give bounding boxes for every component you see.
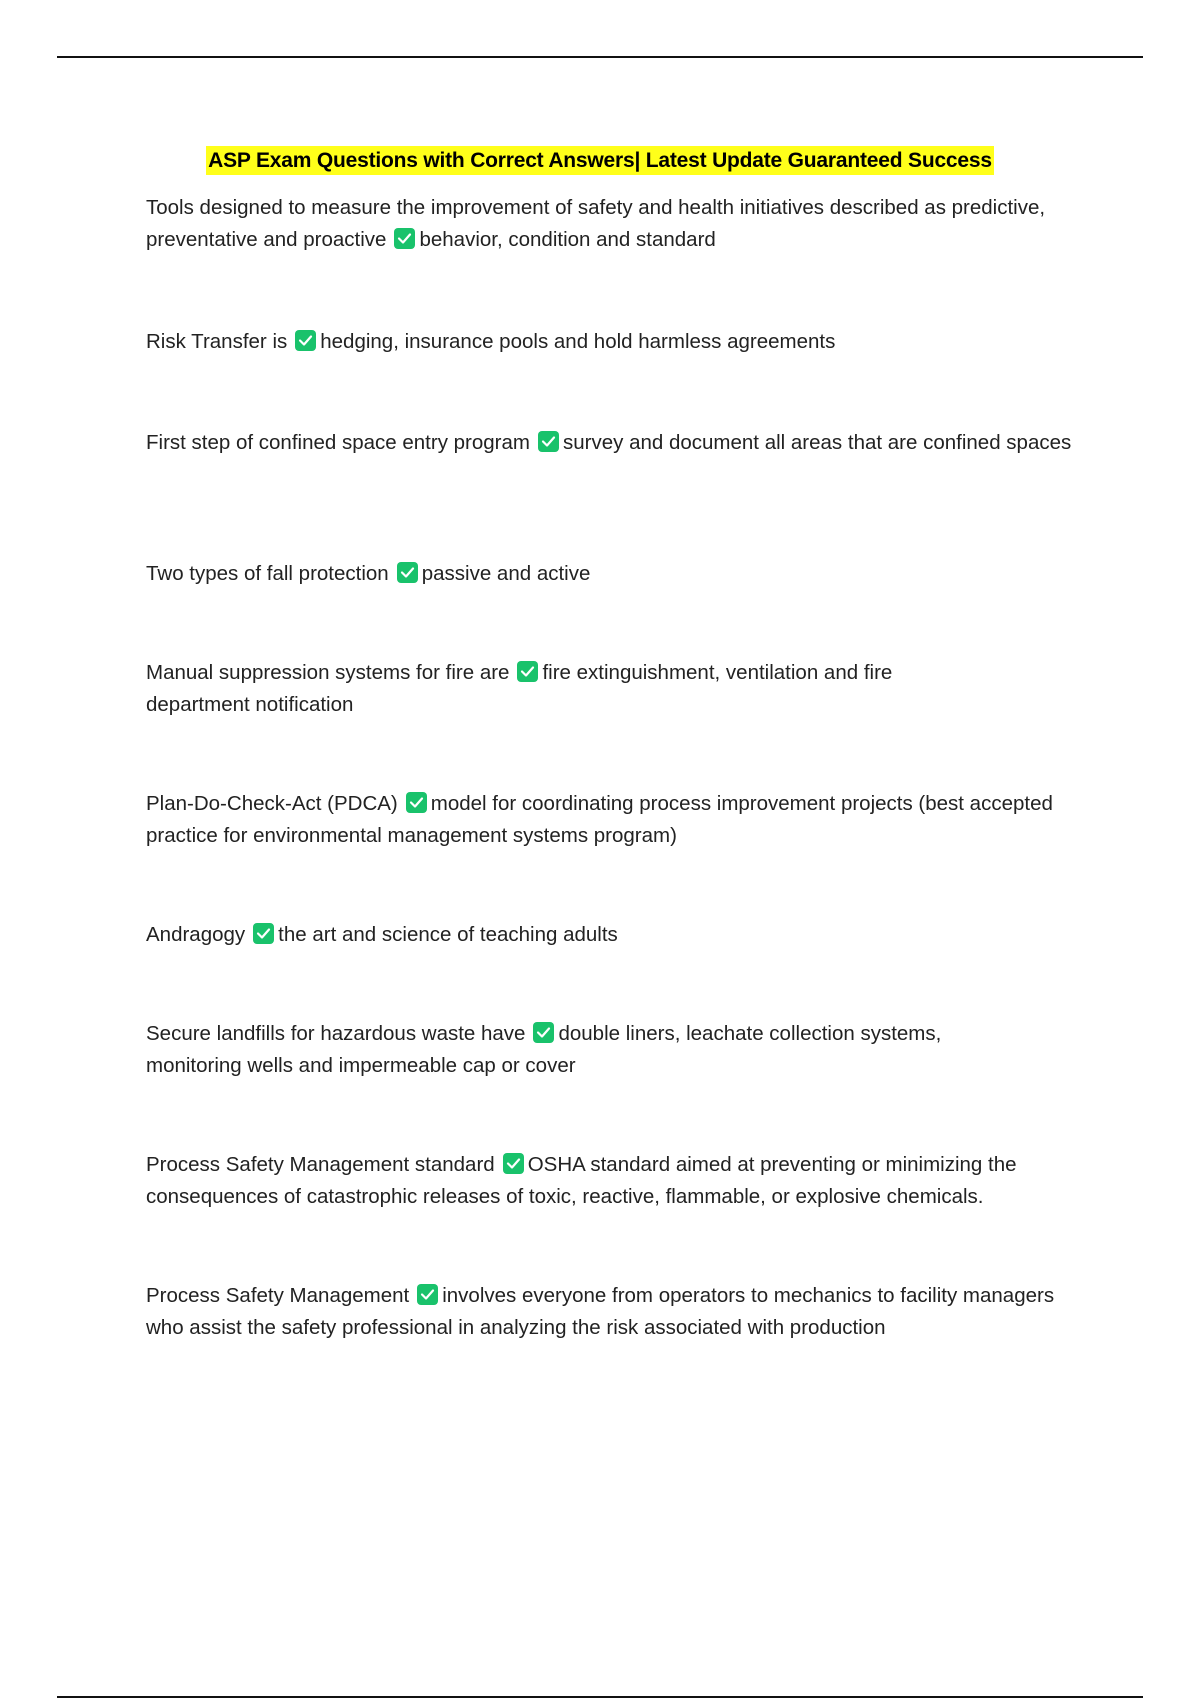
- qa-answer: OSHA standard aimed at preventing or minimizing the consequences of catastrophic releases of toxic, reactive, flammable, or explosive chemicals.: [146, 1153, 1017, 1208]
- qa-item: [146, 1280, 1066, 1344]
- check-square-icon: [394, 228, 415, 249]
- qa-item: [146, 788, 1056, 852]
- qa-question: Secure landfills for hazardous waste have: [146, 1022, 526, 1045]
- qa-item: [146, 427, 1096, 459]
- qa-question: Manual suppression systems for fire are: [146, 661, 510, 684]
- qa-answer: the art and science of teaching adults: [278, 923, 618, 946]
- check-square-icon: [397, 562, 418, 583]
- qa-question: Two types of fall protection: [146, 562, 389, 585]
- document-title: ASP Exam Questions with Correct Answers| Latest Update Guaranteed Success: [206, 146, 994, 175]
- qa-question: Process Safety Management standard: [146, 1153, 495, 1176]
- qa-item: [146, 657, 996, 721]
- qa-answer: fire extinguishment, ventilation and fire department notification: [146, 661, 893, 716]
- qa-item: [146, 558, 1096, 590]
- check-square-icon: [538, 431, 559, 452]
- top-divider: [57, 56, 1143, 58]
- qa-question: Plan-Do-Check-Act (PDCA): [146, 792, 398, 815]
- qa-question: Tools designed to measure the improvement of safety and health initiatives described as predictive, preventative and proactive: [146, 196, 1046, 251]
- qa-question: Process Safety Management: [146, 1284, 410, 1307]
- bottom-divider: [57, 1696, 1143, 1698]
- check-square-icon: [253, 923, 274, 944]
- qa-question: Andragogy: [146, 923, 246, 946]
- check-square-icon: [517, 661, 538, 682]
- qa-item: [146, 1149, 1096, 1213]
- qa-question: First step of confined space entry program: [146, 431, 530, 454]
- check-square-icon: [295, 330, 316, 351]
- title-container: [0, 146, 1200, 175]
- qa-answer: model for coordinating process improvement projects (best accepted practice for environmental management systems program): [146, 792, 1053, 847]
- check-square-icon: [417, 1284, 438, 1305]
- check-square-icon: [533, 1022, 554, 1043]
- qa-answer: passive and active: [421, 562, 591, 585]
- qa-item: [146, 1018, 1026, 1082]
- qa-answer: double liners, leachate collection systems, monitoring wells and impermeable cap or cover: [146, 1022, 942, 1077]
- qa-answer: survey and document all areas that are confined spaces: [563, 431, 1072, 454]
- qa-answer: hedging, insurance pools and hold harmless agreements: [320, 330, 836, 353]
- qa-item: [146, 192, 1046, 256]
- check-square-icon: [503, 1153, 524, 1174]
- qa-answer: behavior, condition and standard: [419, 228, 716, 251]
- qa-item: [146, 919, 1096, 951]
- qa-item: [146, 326, 1096, 358]
- check-square-icon: [406, 792, 427, 813]
- qa-answer: involves everyone from operators to mechanics to facility managers who assist the safety professional in analyzing the risk associated with production: [146, 1284, 1055, 1339]
- qa-question: Risk Transfer is: [146, 330, 288, 353]
